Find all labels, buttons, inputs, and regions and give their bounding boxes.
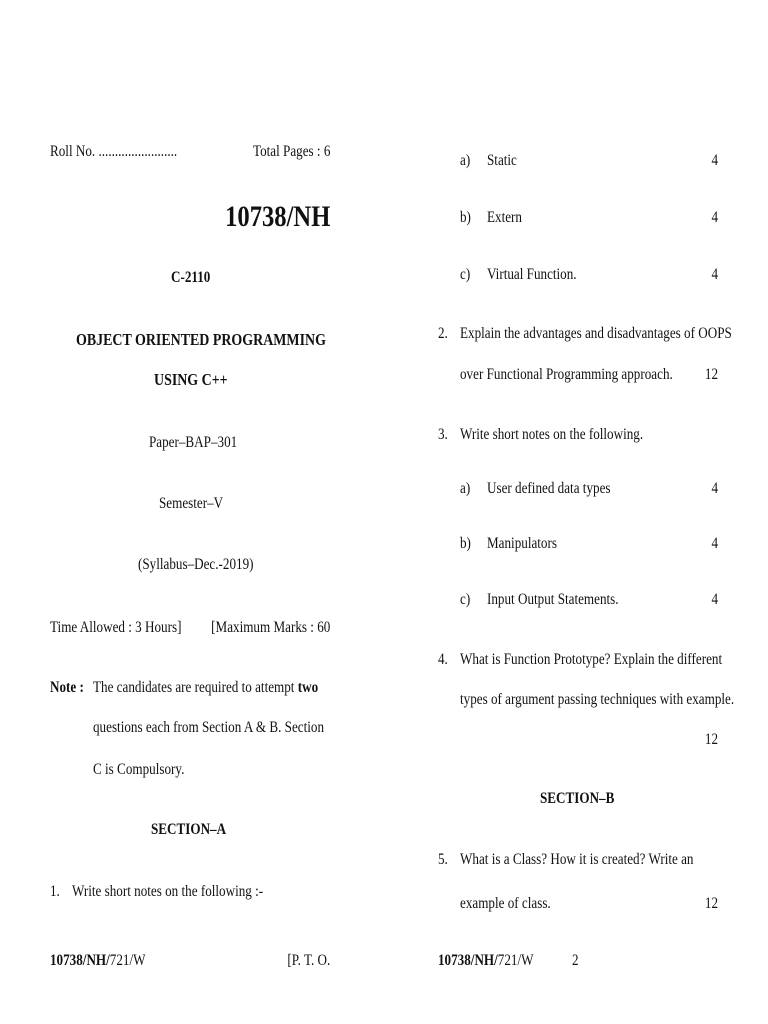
q2-marks: 12 bbox=[704, 366, 718, 383]
q1-item-a-letter: a) bbox=[460, 152, 471, 169]
q2-number: 2. bbox=[438, 325, 448, 342]
q1-item-b-letter: b) bbox=[460, 209, 471, 226]
q3-item-b-letter: b) bbox=[460, 535, 471, 552]
footer-left-code-bold: 10738/NH/ bbox=[50, 952, 110, 969]
q3-item-a-marks: 4 bbox=[711, 480, 718, 497]
footer-left-code-rest: 721/W bbox=[109, 952, 146, 969]
note-emphasis: two bbox=[297, 679, 319, 696]
q3-item-b-marks: 4 bbox=[711, 535, 718, 552]
section-b-heading: SECTION–B bbox=[540, 790, 615, 807]
section-a-heading: SECTION–A bbox=[151, 821, 227, 838]
q4-marks: 12 bbox=[704, 731, 718, 748]
title-line-2: USING C++ bbox=[154, 370, 228, 389]
q4-line-1: What is Function Prototype? Explain the different bbox=[460, 651, 723, 668]
title-line-1: OBJECT ORIENTED PROGRAMMING bbox=[76, 330, 326, 349]
roll-no: Roll No. ........................ bbox=[50, 143, 178, 160]
q1-item-b-text: Extern bbox=[487, 209, 522, 226]
q5-line-1: What is a Class? How it is created? Write an bbox=[460, 851, 694, 868]
page-number: 2 bbox=[572, 952, 579, 969]
q3-item-a-letter: a) bbox=[460, 480, 471, 497]
time-allowed: Time Allowed : 3 Hours] bbox=[50, 619, 182, 636]
q5-line-2: example of class. bbox=[460, 895, 551, 912]
q1-item-a-marks: 4 bbox=[711, 152, 718, 169]
q5-marks: 12 bbox=[704, 895, 718, 912]
footer-left-code bbox=[50, 951, 145, 971]
note-text: The candidates are required to attempt bbox=[93, 679, 298, 696]
q3-number: 3. bbox=[438, 426, 448, 443]
q3-item-c-marks: 4 bbox=[711, 591, 718, 608]
maximum-marks: [Maximum Marks : 60 bbox=[210, 619, 330, 636]
footer-right-code-bold: 10738/NH/ bbox=[438, 952, 498, 969]
note-line-3: C is Compulsory. bbox=[93, 761, 185, 778]
note-label: Note : bbox=[50, 679, 84, 696]
q1-item-c-text: Virtual Function. bbox=[487, 266, 577, 283]
q1-item-b-marks: 4 bbox=[711, 209, 718, 226]
q1-item-c-letter: c) bbox=[460, 266, 471, 283]
footer-right-code-rest: 721/W bbox=[497, 952, 534, 969]
pto: [P. T. O. bbox=[287, 952, 330, 969]
q3-item-b-text: Manipulators bbox=[487, 535, 557, 552]
course-code: C-2110 bbox=[171, 269, 211, 286]
q3-item-a-text: User defined data types bbox=[487, 480, 611, 497]
q2-line-1: Explain the advantages and disadvantages of OOPS bbox=[460, 325, 732, 342]
semester: Semester–V bbox=[159, 495, 224, 512]
q4-number: 4. bbox=[438, 651, 448, 668]
paper-number: Paper–BAP–301 bbox=[149, 434, 238, 451]
q1-item-c-marks: 4 bbox=[711, 266, 718, 283]
q1-number: 1. bbox=[50, 883, 60, 900]
q3-item-c-text: Input Output Statements. bbox=[487, 591, 619, 608]
footer-right-code bbox=[438, 951, 533, 971]
q2-line-2: over Functional Programming approach. bbox=[460, 366, 673, 383]
q1-item-a-text: Static bbox=[487, 152, 517, 169]
syllabus: (Syllabus–Dec.-2019) bbox=[138, 556, 254, 573]
note-line-1 bbox=[93, 678, 318, 698]
q4-line-2: types of argument passing techniques with example. bbox=[460, 691, 735, 708]
q5-number: 5. bbox=[438, 851, 448, 868]
paper-code: 10738/NH bbox=[224, 200, 330, 233]
total-pages: Total Pages : 6 bbox=[252, 143, 330, 160]
note-line-2: questions each from Section A & B. Section bbox=[93, 719, 325, 736]
q3-text: Write short notes on the following. bbox=[460, 426, 644, 443]
q1-text: Write short notes on the following :- bbox=[72, 883, 264, 900]
q3-item-c-letter: c) bbox=[460, 591, 471, 608]
